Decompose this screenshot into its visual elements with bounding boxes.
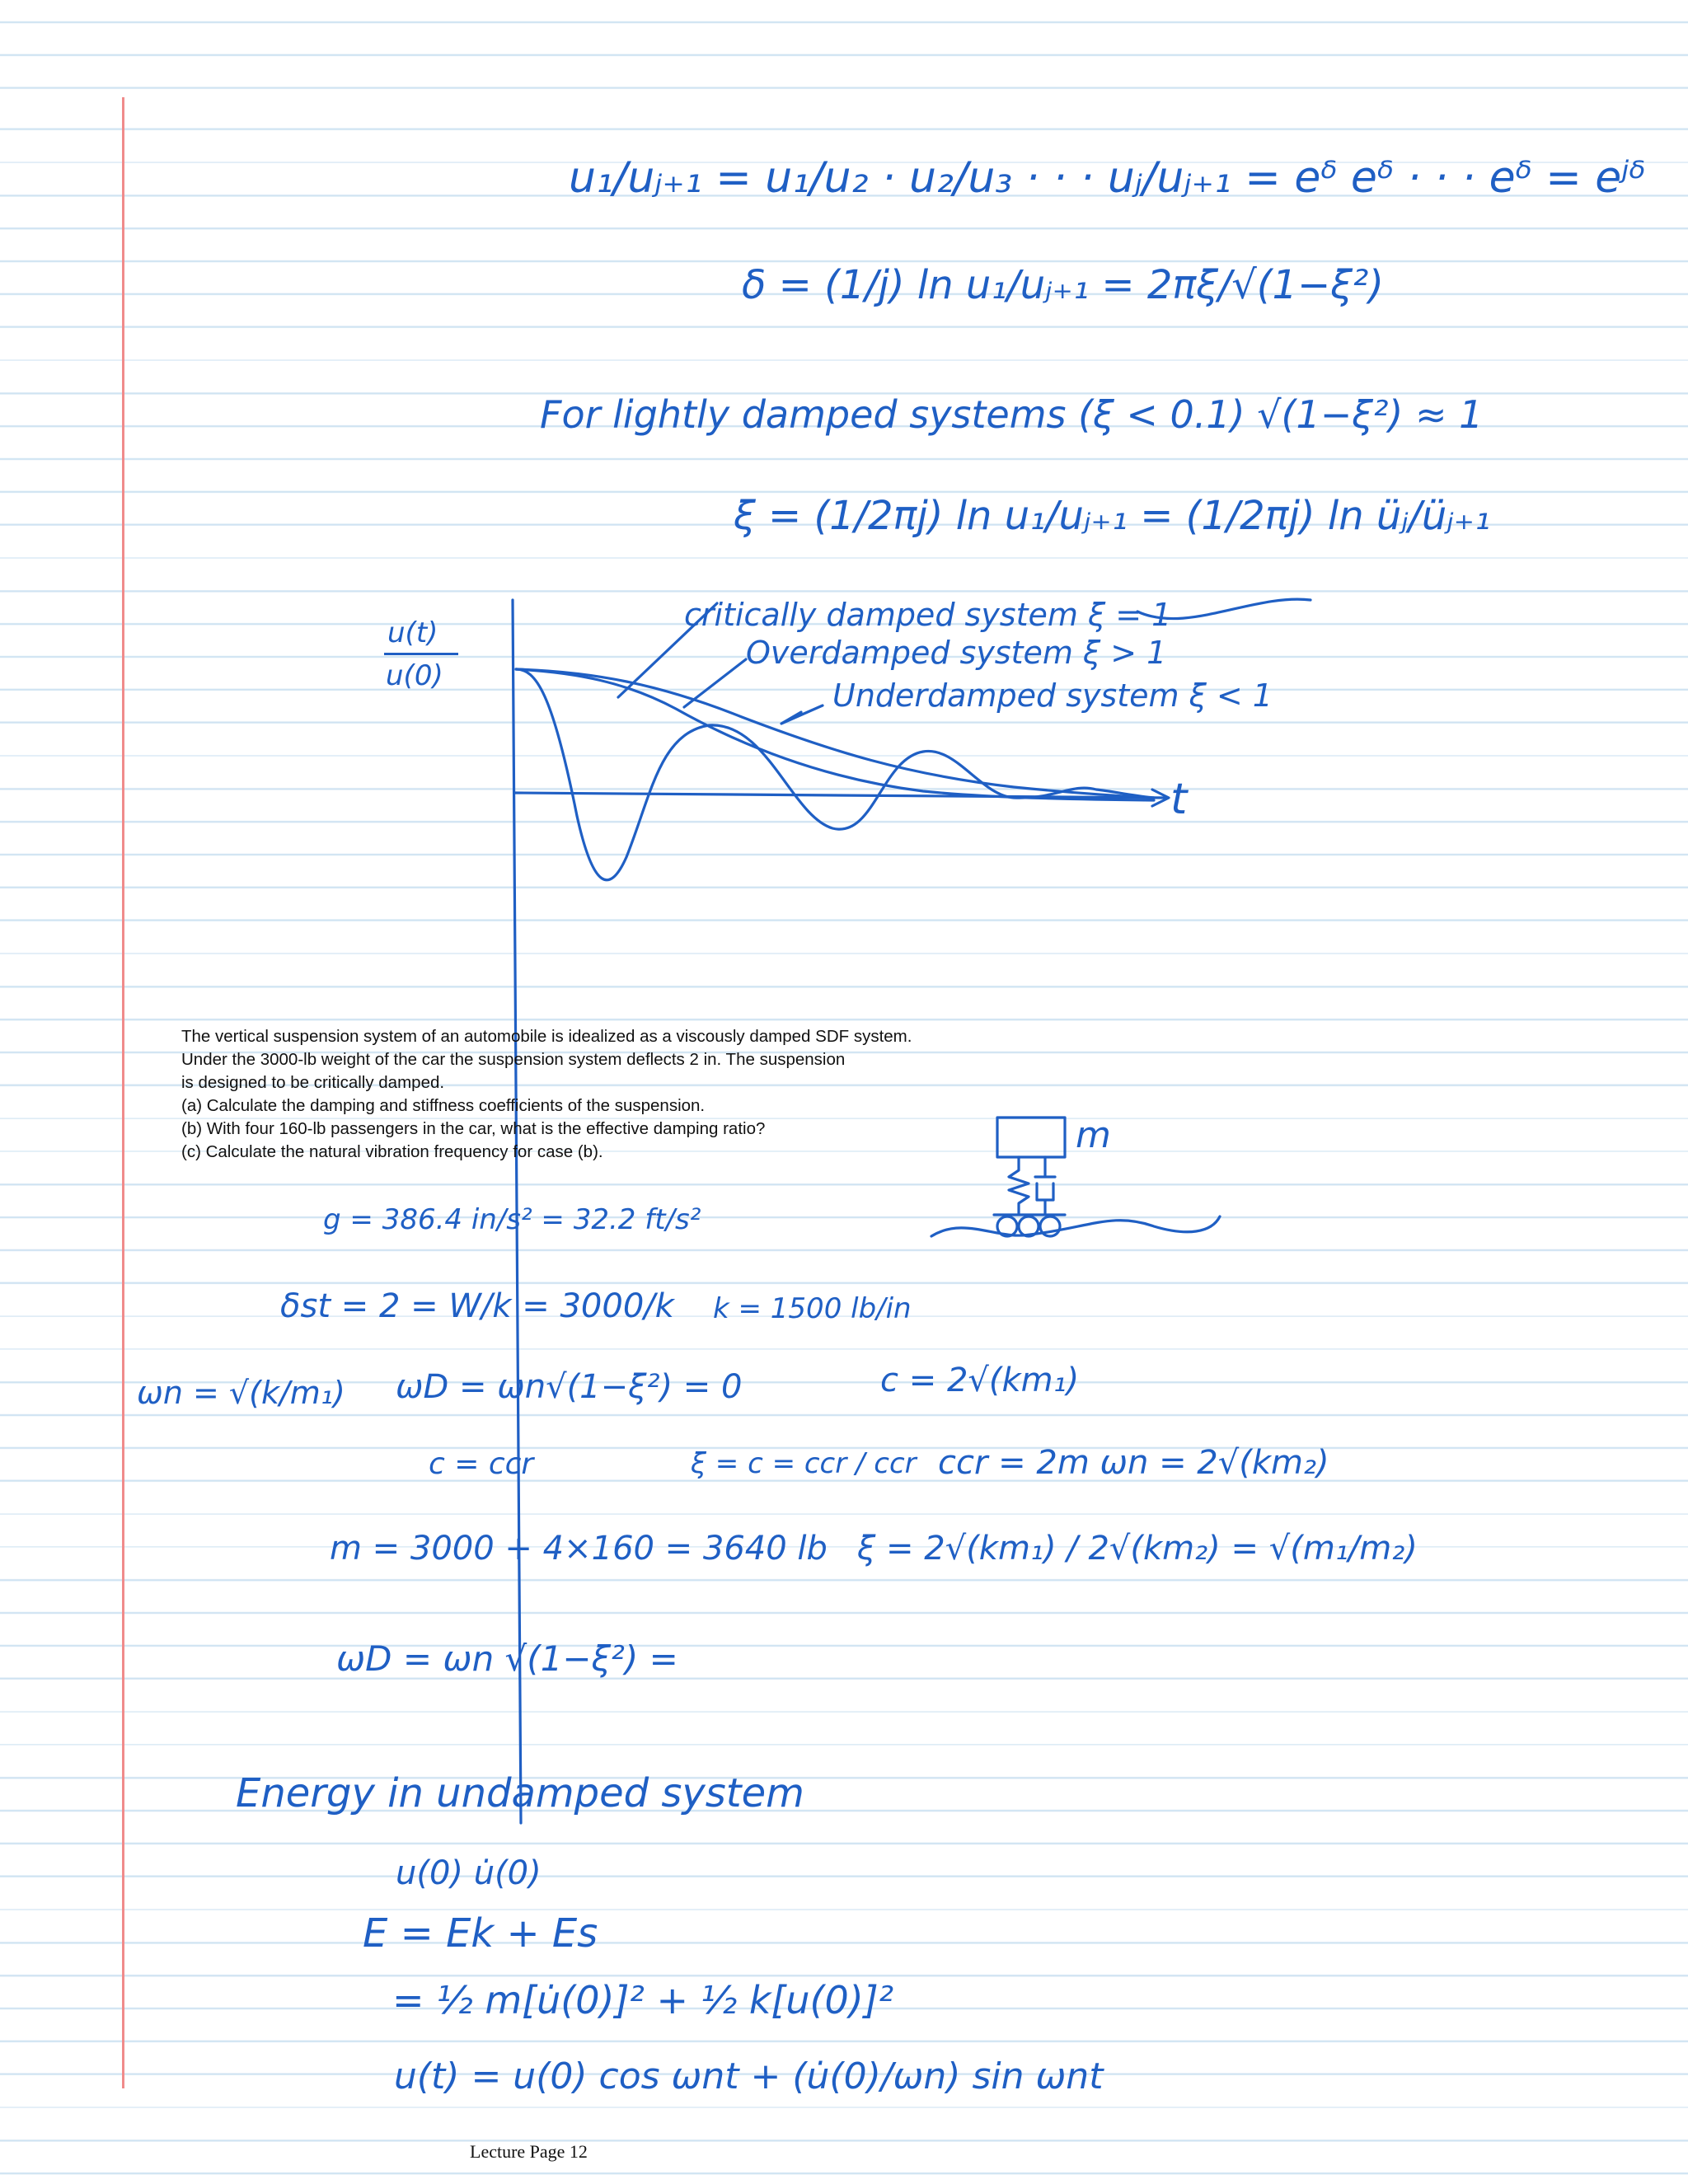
car-mass-box xyxy=(997,1118,1065,1157)
mass-with-passengers: m = 3000 + 4×160 = 3640 lb xyxy=(330,1530,828,1568)
problem-statement xyxy=(181,1025,940,1164)
static-deflection-line: δst = 2 = W/k = 3000/k xyxy=(280,1287,674,1325)
car-damper xyxy=(1035,1157,1055,1213)
road-surface xyxy=(931,1216,1220,1236)
page-footer: Lecture Page 12 xyxy=(470,2141,588,2162)
gravity-line: g = 386.4 in/s² = 32.2 ft/s² xyxy=(323,1203,701,1236)
light-damping-note: For lightly damped systems (ξ < 0.1) √(1−ξ²) ≈ 1 xyxy=(540,392,1484,437)
initial-conditions: u(0) u̇(0) xyxy=(396,1854,542,1892)
problem-line: (b) With four 160-lb passengers in the car, what is the effective damping ratio? xyxy=(181,1119,766,1138)
graph-y-label-denominator: u(0) xyxy=(386,659,443,692)
legend-overdamped: Overdamped system ξ > 1 xyxy=(746,635,1167,671)
damping-ratio-result: ξ = 2√(km₁) / 2√(km₂) = √(m₁/m₂) xyxy=(857,1530,1418,1568)
problem-line: is designed to be critically damped. xyxy=(181,1073,445,1092)
graph-y-label-numerator: u(t) xyxy=(387,616,438,649)
graph-x-label: t xyxy=(1170,775,1188,824)
problem-line: (a) Calculate the damping and stiffness coefficients of the suspension. xyxy=(181,1096,706,1115)
leader-overdamped xyxy=(684,659,746,707)
ratio-equation: u₁/uⱼ₊₁ = u₁/u₂ · u₂/u₃ · · · uⱼ/uⱼ₊₁ = eᵟ eᵟ · · · eᵟ = eʲᵟ xyxy=(569,153,1646,203)
natural-frequency: ωn = √(k/m₁) xyxy=(137,1375,345,1411)
energy-title: Energy in undamped system xyxy=(236,1770,804,1816)
problem-line: Under the 3000-lb weight of the car the suspension system deflects 2 in. The suspension xyxy=(181,1050,846,1069)
critical-damping-coefficient: c = 2√(km₁) xyxy=(880,1361,1080,1399)
leader-underdamped xyxy=(781,705,823,724)
damping-ratio-definition: ξ = c = ccr / ccr xyxy=(691,1447,917,1480)
energy-sum: E = Ek + Es xyxy=(363,1910,598,1957)
displacement-solution: u(t) = u(0) cos ωnt + (u̇(0)/ωn) sin ωnt xyxy=(394,2055,1104,2097)
energy-expansion: = ½ m[u̇(0)]² + ½ k[u(0)]² xyxy=(392,1978,894,2022)
legend-critically-damped: critically damped system ξ = 1 xyxy=(684,597,1172,633)
graph-y-label-fraction-bar xyxy=(384,653,458,655)
damped-frequency-zero: ωD = ωn√(1−ξ²) = 0 xyxy=(396,1368,743,1406)
legend-underdamped: Underdamped system ξ < 1 xyxy=(832,677,1273,714)
damped-frequency-line: ωD = ωn √(1−ξ²) = xyxy=(336,1638,678,1679)
problem-line: (c) Calculate the natural vibration frequency for case (b). xyxy=(181,1142,603,1161)
c-equals-ccr: c = ccr xyxy=(429,1447,534,1481)
ccr-line: ccr = 2m ωn = 2√(km₂) xyxy=(938,1444,1329,1482)
mass-label: m xyxy=(1076,1114,1111,1156)
stiffness-value: k = 1500 lb/in xyxy=(713,1292,912,1325)
x-axis xyxy=(515,793,1166,798)
xi-equation: ξ = (1/2πj) ln u₁/uⱼ₊₁ = (1/2πj) ln üⱼ/üⱼ₊₁ xyxy=(734,493,1491,539)
problem-line: The vertical suspension system of an automobile is idealized as a viscously damped SDF system. xyxy=(181,1027,912,1046)
delta-equation: δ = (1/j) ln u₁/uⱼ₊₁ = 2πξ/√(1−ξ²) xyxy=(742,262,1385,308)
car-spring xyxy=(1009,1157,1029,1213)
